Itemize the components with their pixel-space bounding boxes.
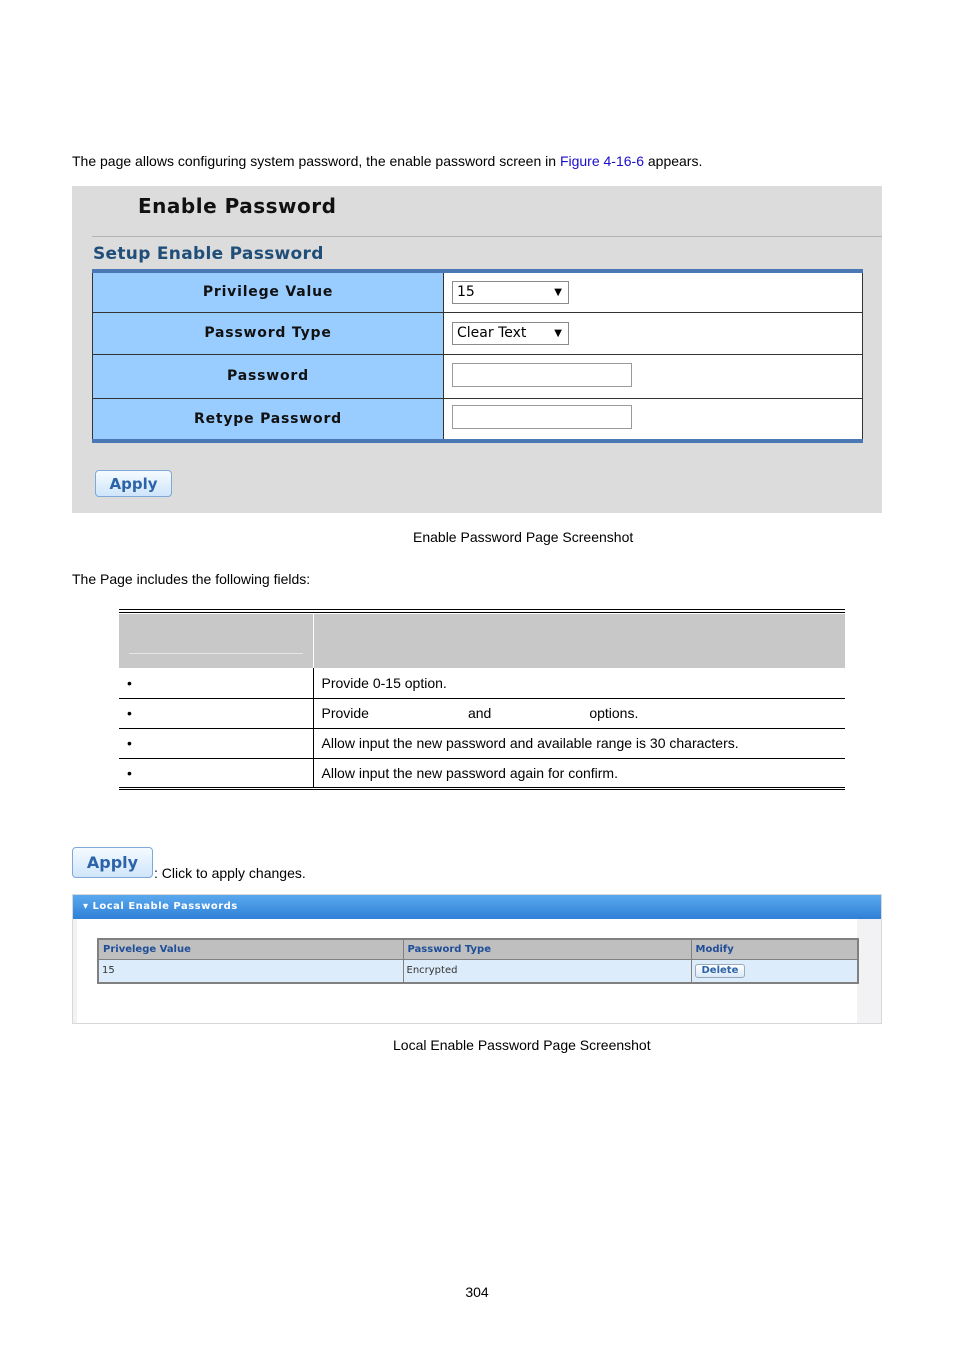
desc-part: and bbox=[467, 705, 492, 721]
intro-paragraph bbox=[72, 153, 702, 169]
apply-button-illustration: Apply bbox=[72, 847, 153, 878]
local-passwords-table bbox=[97, 938, 859, 984]
page-title: Enable Password bbox=[138, 194, 337, 218]
figure-caption-1: Enable Password Page Screenshot bbox=[413, 529, 634, 545]
row-description: Provide 0-15 option. bbox=[313, 668, 845, 698]
panel-header[interactable] bbox=[73, 895, 881, 919]
figure-link[interactable]: Figure 4-16-6 bbox=[559, 153, 644, 169]
password-input[interactable] bbox=[452, 363, 632, 387]
title-divider bbox=[92, 236, 882, 237]
page-number: 304 bbox=[465, 1284, 489, 1300]
intro-text: The page allows configuring system password, the enable password screen in bbox=[72, 153, 560, 169]
table-row bbox=[119, 698, 845, 728]
table-row bbox=[119, 728, 845, 758]
row-bullet: • bbox=[119, 698, 313, 728]
cell-privilege-value: 15 bbox=[98, 959, 403, 983]
section-title: Setup Enable Password bbox=[93, 244, 324, 264]
row-description: Allow input the new password and available range is 30 characters. bbox=[313, 728, 845, 758]
setup-form-table bbox=[92, 269, 863, 443]
col-password-type: Password Type bbox=[403, 939, 691, 959]
cell-password-type: Encrypted bbox=[403, 959, 691, 983]
table-bottom-rule bbox=[119, 787, 845, 790]
retype-password-label: Retype Password bbox=[93, 398, 444, 441]
dropdown-arrow-icon: ▼ bbox=[554, 286, 562, 298]
privilege-value-selected: 15 bbox=[457, 284, 475, 301]
row-bullet: • bbox=[119, 668, 313, 698]
row-bullet: • bbox=[119, 758, 313, 788]
apply-note-text: : Click to apply changes. bbox=[154, 865, 306, 881]
row-bullet: • bbox=[119, 728, 313, 758]
figure-caption-2: Local Enable Password Page Screenshot bbox=[393, 1037, 651, 1053]
header-description bbox=[313, 614, 845, 668]
row-description: Allow input the new password again for confirm. bbox=[321, 765, 618, 782]
table-row bbox=[119, 758, 845, 788]
retype-password-input[interactable] bbox=[452, 405, 632, 429]
fields-intro: The Page includes the following fields: bbox=[72, 571, 311, 587]
dropdown-arrow-icon: ▼ bbox=[554, 327, 562, 339]
local-enable-passwords-screenshot bbox=[72, 894, 882, 1024]
table-row bbox=[119, 668, 845, 698]
privilege-value-label: Privilege Value bbox=[93, 271, 444, 312]
fields-description-table bbox=[119, 609, 845, 788]
col-privilege-value: Privelege Value bbox=[98, 939, 403, 959]
collapse-arrow-icon: ▾ bbox=[83, 901, 89, 912]
row-description bbox=[313, 698, 845, 728]
privilege-value-select[interactable] bbox=[452, 281, 569, 304]
password-type-label: Password Type bbox=[93, 312, 444, 354]
desc-part: Provide bbox=[321, 705, 369, 721]
desc-part: options. bbox=[589, 705, 639, 721]
delete-button[interactable]: Delete bbox=[695, 964, 746, 978]
password-type-select[interactable] bbox=[452, 322, 569, 345]
table-row bbox=[98, 959, 858, 983]
header-object bbox=[119, 614, 313, 668]
password-type-selected: Clear Text bbox=[457, 325, 527, 341]
panel-title: Local Enable Passwords bbox=[92, 901, 238, 912]
intro-text-end: appears. bbox=[643, 153, 703, 169]
enable-password-screenshot bbox=[72, 186, 882, 513]
password-label: Password bbox=[93, 354, 444, 398]
apply-button[interactable]: Apply bbox=[95, 470, 172, 497]
cell-modify bbox=[691, 959, 858, 983]
col-modify: Modify bbox=[691, 939, 858, 959]
